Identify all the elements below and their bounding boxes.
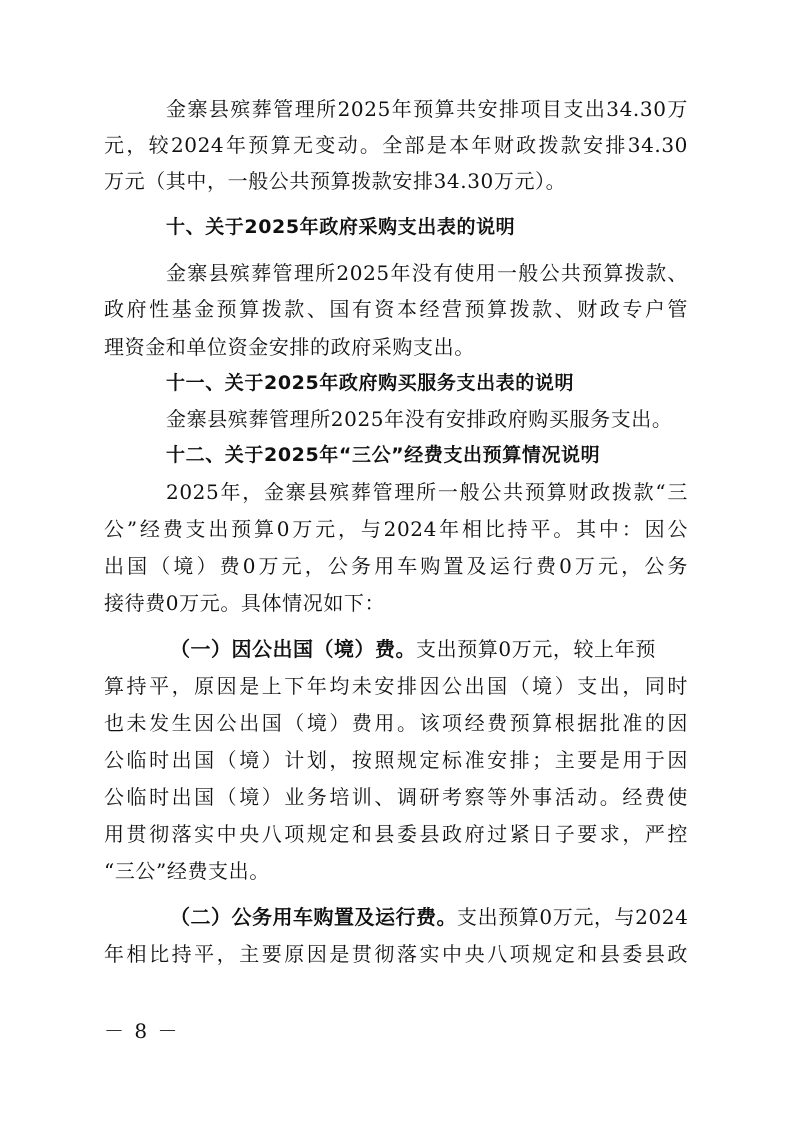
paragraph-line: 年相比持平，主要原因是贯彻落实中央八项规定和县委县政 — [104, 942, 688, 966]
subsection-bold-lead: （一）因公出国（境）费。 — [170, 637, 416, 661]
paragraph-line: 万元（其中，一般公共预算拨款安排34.30万元）。 — [104, 169, 567, 193]
paragraph-line: 政府性基金预算拨款、国有资本经营预算拨款、财政专户管 — [104, 297, 688, 321]
paragraph-line: 公临时出国（境）计划，按照规定标准安排；主要是用于因 — [104, 748, 688, 772]
paragraph-line: 金寨县殡葬管理所2025年没有安排政府购买服务支出。 — [166, 407, 673, 431]
subsection-text: 支出预算0万元，较上年预 — [416, 637, 656, 661]
section-heading: 十二、关于2025年“三公”经费支出预算情况说明 — [166, 444, 601, 466]
paragraph-line: 理资金和单位资金安排的政府采购支出。 — [104, 335, 475, 359]
section-heading: 十一、关于2025年政府购买服务支出表的说明 — [166, 372, 575, 394]
paragraph-line: 公临时出国（境）业务培训、调研考察等外事活动。经费使 — [104, 785, 688, 809]
paragraph-line: 出国（境）费0万元，公务用车购置及运行费0万元，公务 — [104, 554, 688, 578]
subsection-text: 支出预算0万元，与2024 — [457, 905, 688, 929]
paragraph-line: “三公”经费支出。 — [104, 859, 270, 883]
paragraph-line: 金寨县殡葬管理所2025年没有使用一般公共预算拨款、 — [166, 261, 688, 285]
subsection-bold-lead: （二）公务用车购置及运行费。 — [170, 905, 457, 929]
subsection-first-line — [104, 902, 688, 932]
page-number: － 8 － — [104, 1019, 180, 1043]
paragraph-line: 也未发生因公出国（境）费用。该项经费预算根据批准的因 — [104, 711, 688, 735]
paragraph-line: 元，较2024年预算无变动。全部是本年财政拨款安排34.30 — [104, 133, 688, 157]
paragraph-line: 公”经费支出预算0万元，与2024年相比持平。其中：因公 — [104, 517, 688, 541]
paragraph-line: 用贯彻落实中央八项规定和县委县政府过紧日子要求，严控 — [104, 822, 688, 846]
paragraph-line: 算持平，原因是上下年均未安排因公出国（境）支出，同时 — [104, 674, 688, 698]
paragraph-line: 2025年，金寨县殡葬管理所一般公共预算财政拨款“三 — [166, 480, 688, 504]
paragraph-line: 接待费0万元。具体情况如下： — [104, 591, 386, 615]
section-heading: 十、关于2025年政府采购支出表的说明 — [166, 216, 516, 238]
subsection-first-line — [104, 634, 688, 664]
paragraph-line: 金寨县殡葬管理所2025年预算共安排项目支出34.30万 — [166, 97, 688, 121]
